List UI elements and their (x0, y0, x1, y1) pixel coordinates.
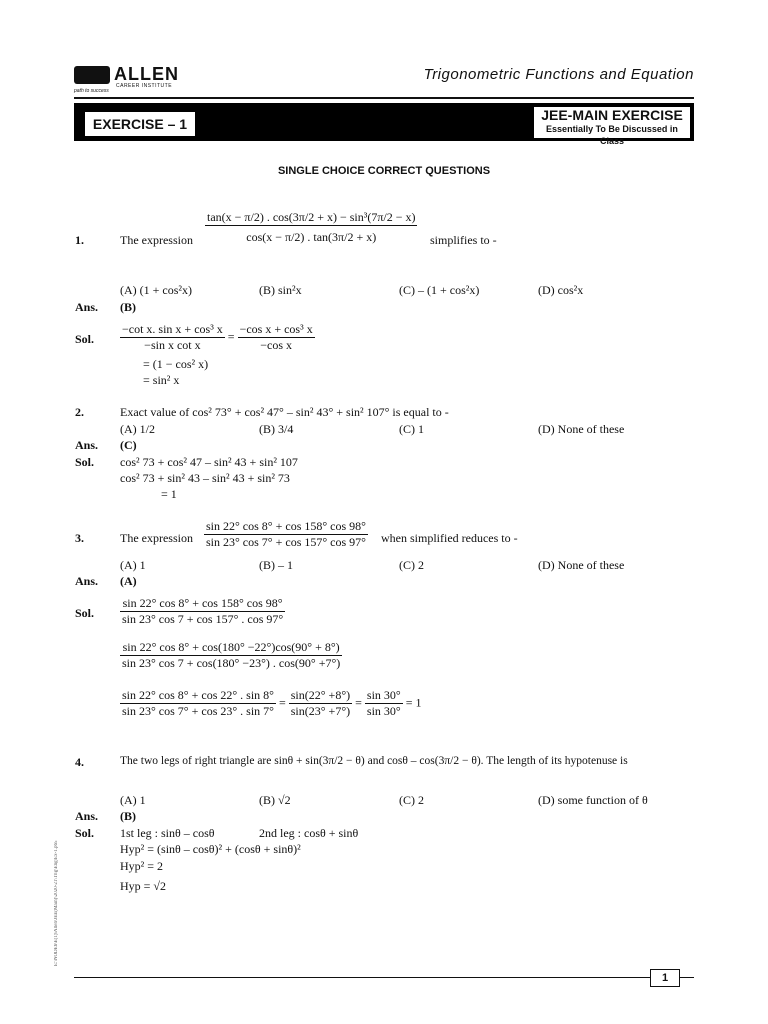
question-prefix: The expression (120, 531, 193, 545)
fraction-numerator: sin(22° +8°) (290, 688, 351, 702)
q4-solution-step1: Hyp² = (sinθ – cosθ)² + (cosθ + sinθ)² (120, 842, 301, 856)
fraction-denominator: sin 23° cos 7 + cos 157° . cos 97° (122, 612, 284, 626)
answer-value: (B) (120, 300, 136, 314)
q1-solution-step3: = sin² x (143, 373, 180, 387)
logo-subtext: CAREER INSTITUTE (116, 83, 173, 89)
fraction-numerator: sin 22° cos 8° + cos 158° cos 98° (120, 596, 285, 612)
option-c: (C) – (1 + cos²x) (399, 283, 480, 297)
question-number: 1. (75, 233, 84, 247)
question-number: 2. (75, 405, 84, 419)
footer-divider (74, 977, 694, 978)
answer-label: Ans. (75, 809, 99, 823)
q4-solution-step3: Hyp = √2 (120, 879, 167, 893)
logo-text: ALLEN (114, 64, 179, 84)
question-number: 4. (75, 755, 84, 769)
solution-label: Sol. (75, 332, 95, 346)
fraction-denominator: sin 23° cos 7° + cos 23° . sin 7° (122, 704, 274, 718)
q1-solution-step2: = (1 − cos² x) (143, 357, 209, 371)
fraction-numerator: −cot x. sin x + cos³ x (122, 322, 223, 336)
option-b: (B) √2 (259, 793, 291, 807)
option-d: (D) cos²x (538, 283, 584, 297)
option-b: (B) – 1 (259, 558, 293, 572)
fraction-denominator: cos(x − π/2) . tan(3π/2 + x) (246, 230, 377, 244)
q3-solution-step2 (120, 640, 342, 671)
q4-solution-step2: Hyp² = 2 (120, 859, 164, 873)
fraction-denominator: sin 30° (366, 704, 401, 718)
option-d: (D) None of these (538, 422, 625, 436)
option-d: (D) None of these (538, 558, 625, 572)
fraction-numerator: sin 22° cos 8° + cos 22° . sin 8° (122, 688, 274, 702)
answer-value: (A) (120, 574, 137, 588)
option-c: (C) 2 (399, 558, 424, 572)
answer-label: Ans. (75, 438, 99, 452)
fraction (120, 322, 225, 353)
option-c: (C) 2 (399, 793, 424, 807)
question-number: 3. (75, 531, 84, 545)
jee-main-box (534, 107, 690, 146)
question-suffix: when simplified reduces to - (381, 531, 518, 545)
logo-emblem-icon (74, 66, 110, 84)
option-a: (A) 1/2 (120, 422, 155, 436)
question-suffix: simplifies to - (430, 233, 497, 247)
answer-label: Ans. (75, 574, 99, 588)
fraction (120, 640, 342, 671)
chapter-title: Trigonometric Functions and Equation (423, 66, 694, 83)
logo-tagline: path to success (74, 88, 109, 94)
fraction-denominator: −cos x (260, 338, 293, 352)
q4-solution-leg2: 2nd leg : cosθ + sinθ (259, 826, 359, 840)
q3-solution-step1 (120, 596, 285, 627)
answer-value: (C) (120, 438, 137, 452)
equals-sign: = (227, 329, 235, 344)
exercise-label: EXERCISE – 1 (84, 111, 196, 137)
fraction (204, 519, 368, 550)
fraction (365, 688, 403, 719)
section-title: SINGLE CHOICE CORRECT QUESTIONS (277, 165, 491, 177)
option-a: (A) 1 (120, 558, 146, 572)
solution-label: Sol. (75, 606, 95, 620)
question-text: The two legs of right triangle are sinθ + sin(3π/2 − θ) and cosθ – cos(3π/2 − θ). The length of its hypotenuse is (120, 755, 628, 767)
fraction (120, 596, 285, 627)
allen-logo (74, 66, 186, 96)
header-divider (74, 97, 694, 99)
fraction-numerator: −cos x + cos³ x (239, 322, 313, 336)
equals-sign: = (278, 695, 286, 710)
option-b: (B) 3/4 (259, 422, 294, 436)
fraction (289, 688, 352, 719)
option-c: (C) 1 (399, 422, 424, 436)
fraction-denominator: sin 23° cos 7° + cos 157° cos 97° (206, 535, 366, 549)
q1-expression (205, 210, 417, 245)
fraction-numerator: tan(x − π/2) . cos(3π/2 + x) − sin³(7π/2 − x) (207, 210, 416, 224)
fraction-denominator: −sin x cot x (144, 338, 201, 352)
fraction-numerator: sin 22° cos 8° + cos(180° −22°)cos(90° + 8°) (120, 640, 342, 656)
q4-solution-leg1: 1st leg : sinθ – cosθ (120, 826, 215, 840)
fraction-numerator: sin 30° (366, 688, 401, 702)
q3-solution-step3 (120, 688, 422, 719)
fraction-denominator: sin 23° cos 7 + cos(180° −23°) . cos(90° +7°) (122, 656, 341, 670)
option-b: (B) sin²x (259, 283, 302, 297)
solution-label: Sol. (75, 455, 95, 469)
q1-solution-step1 (120, 322, 315, 353)
answer-label: Ans. (75, 300, 99, 314)
fraction (238, 322, 315, 353)
question-prefix: The expression (120, 233, 193, 247)
fraction-denominator: sin(23° +7°) (290, 704, 351, 718)
fraction (205, 210, 417, 245)
q2-solution-step2: cos² 73 + sin² 43 – sin² 43 + sin² 73 (120, 471, 290, 485)
jee-subtitle: Essentially To Be Discussed in Class (546, 124, 678, 146)
q2-solution-step3: = 1 (161, 487, 177, 501)
file-path-note: E:\NODE6\E(1)\Allen\JEE(Main)\2020-21\Trig\Eng\Ex-1.p65 (54, 840, 59, 966)
option-d: (D) some function of θ (538, 793, 648, 807)
fraction-numerator: sin 22° cos 8° + cos 158° cos 98° (206, 519, 366, 533)
fraction (120, 688, 276, 719)
option-a: (A) (1 + cos²x) (120, 283, 193, 297)
answer-value: (B) (120, 809, 136, 823)
result-value: = 1 (405, 695, 422, 710)
page-number: 1 (650, 969, 680, 987)
equals-sign: = (355, 695, 362, 710)
jee-title: JEE-MAIN EXERCISE (541, 107, 683, 123)
solution-label: Sol. (75, 826, 95, 840)
q2-solution-step1: cos² 73 + cos² 47 – sin² 43 + sin² 107 (120, 455, 298, 469)
q3-expression (204, 519, 368, 550)
option-a: (A) 1 (120, 793, 146, 807)
question-text: Exact value of cos² 73° + cos² 47° – sin² 43° + sin² 107° is equal to - (120, 405, 449, 419)
